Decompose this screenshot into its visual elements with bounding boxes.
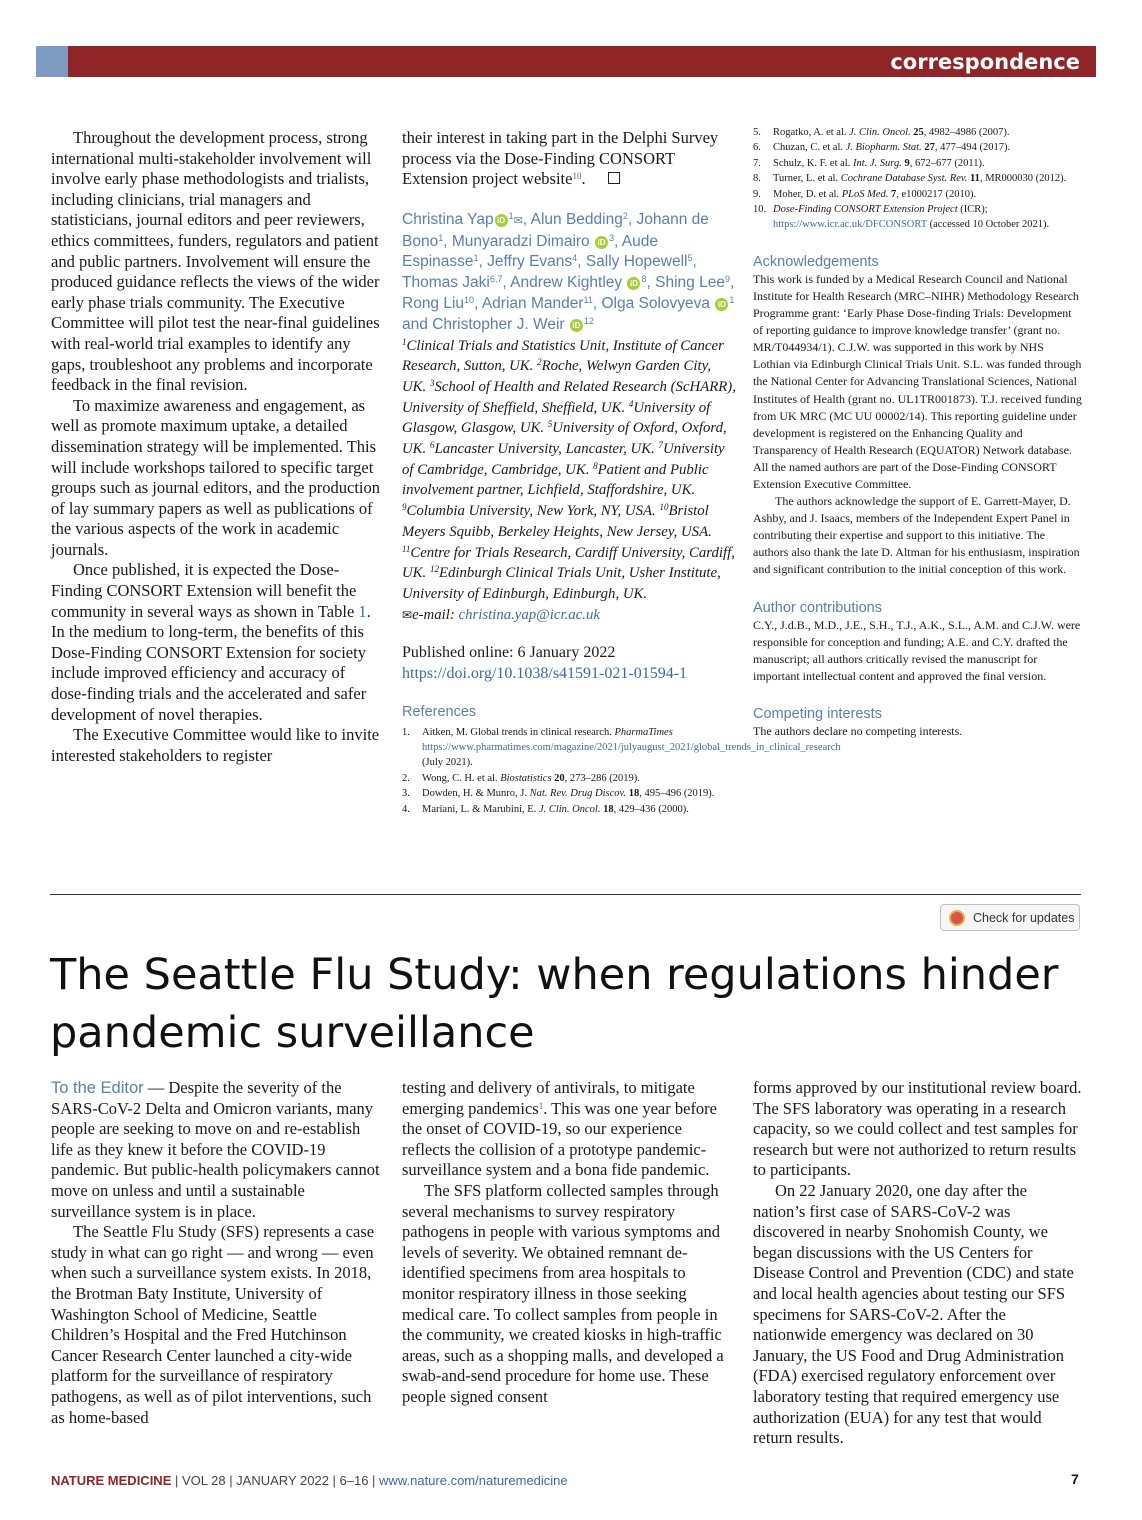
orcid-icon[interactable]: iD bbox=[495, 214, 508, 227]
column-3 bbox=[753, 125, 1083, 740]
affiliations: $^1$Clinical Trials and Statistics Unit, Institute of Cancer Research, Sutton, UK. $^2$Roche, Welwyn Garden City, UK. $^3$School of Health and Related Research (ScHARR), University of Sheffield, Sheffield, UK. $^4$University of Glasgow, Glasgow, UK. $^5$University of Oxford, Oxford, UK. $^6$Lancaster University, Lancaster, UK. $^7$University of Cambridge, Cambridge, UK. $^8$Patient and Public involvement partner, Lichfield, Staffordshire, UK. $^9$Columbia University, New York, NY, USA. $^{10}$Bristol Meyers Squibb, Berkeley Heights, New Jersey, USA. $^{11}$Centre for Trials Research, Cardiff University, Cardiff, UK. $^{12}$Edinburgh Clinical Trials Unit, Usher Institute, University of Edinburgh, Edinburgh, UK. ✉e-mail: christina.yap@icr.ac.uk bbox=[402, 336, 736, 623]
article-column-3 bbox=[753, 1078, 1083, 1449]
reference-item: 9. Moher, D. et al. PLoS Med. 7, e1000217 (2010). bbox=[753, 188, 977, 200]
reference-list bbox=[402, 725, 841, 817]
author-contributions-heading: Author contributions bbox=[753, 599, 882, 616]
author-list: Christina Yap iD $^1$✉, Alun Bedding$^2$, Johann de Bono$^1$, Munyaradzi Dimairo iD $^3$, Aude Espinasse$^1$, Jeffry Evans$^4$, Sally Hopewell$^5$, Thomas Jaki$^{6,7}$, Andrew Kightley iD $^8$, Shing Lee$^9$, Rong Liu$^{10}$, Adrian Mander$^{11}$, Olga Solovyeva iD $^1$ and Christopher J. Weir iD $^{12}$ bbox=[402, 210, 735, 333]
reference-item: 10. Dose-Finding CONSORT Extension Project (ICR); https://www.icr.ac.uk/DFCONSORT (accessed 10 October 2021). bbox=[753, 204, 1050, 231]
reference-item: 3. Dowden, H. & Munro, J. Nat. Rev. Drug Discov. 18, 495–496 (2019). bbox=[402, 788, 715, 800]
table-link[interactable]: 1 bbox=[358, 601, 367, 621]
email-link[interactable]: christina.yap@icr.ac.uk bbox=[458, 606, 600, 623]
reference-list bbox=[753, 125, 1083, 233]
reference-item: 7. Schulz, K. F. et al. Int. J. Surg. 9, 672–677 (2011). bbox=[753, 157, 985, 169]
paragraph: To maximize awareness and engagement, as well as promote maximum uptake, a detailed dissemination strategy will be implemented. This will include workshops tailored to specific target groups such as journal editors, and the production of lay summary papers as well as publications of the various aspects of the work in academic journals. bbox=[51, 395, 381, 559]
reference-item: 1. Aitken, M. Global trends in clinical research. PharmaTimes https://www.pharmatimes.com/magazine/2021/julyaugust_2021/global_trends_in_clinical_research (July 2021). bbox=[402, 726, 841, 769]
article-column-1 bbox=[51, 1078, 381, 1428]
paragraph: The Seattle Flu Study (SFS) represents a case study in what can go right — and wrong — even when such a surveillance system exists. In 2018, the Brotman Baty Institute, University of Washington School of Medicine, Seattle Children’s Hospital and the Fred Hutchinson Cancer Research Center launched a city-wide platform for the surveillance of respiratory pathogens, as well as of pilot interventions, such as home-based bbox=[51, 1222, 375, 1427]
orcid-icon[interactable]: iD bbox=[715, 298, 728, 311]
paragraph: their interest in taking part in the Delphi Survey process via the Dose-Finding CONSORT Extension project website$^{10}$. bbox=[402, 128, 719, 189]
paragraph: The SFS platform collected samples through several mechanisms to survey respiratory pathogens in people with various symptoms and levels of severity. We obtained remnant de-identified specimens from area hospitals to monitor respiratory illness in those seeking medical care. To collect samples from people in the community, we created kiosks in high-traffic areas, such as a shopping malls, and developed a swab-and-send procedure for home use. These people signed consent bbox=[402, 1180, 724, 1406]
paragraph: To the Editor — Despite the severity of the SARS-CoV-2 Delta and Omicron variants, many people are seeking to move on and re-establish life as they knew it before the COVID-19 pandemic. But public-health policymakers cannot move on unless and until a sustainable surveillance system is in place. bbox=[51, 1078, 380, 1221]
orcid-icon[interactable]: iD bbox=[627, 277, 640, 290]
author-contributions-text: C.Y., J.d.B., M.D., J.E., S.H., T.J., A.K., S.L., A.M. and C.J.W. were responsible for conception and funding; A.E. and C.Y. drafted the manuscript; all authors critically revised the manuscript for important intellectual content and approved the final version. bbox=[753, 617, 1081, 683]
paragraph: Throughout the development process, strong international multi-stakeholder involvement will involve early phase methodologists and trialists, including clinicians, trial managers and statisticians, journal editors and peer reviewers, ethics committees, funders, regulators and patient and public partners. Involvement will ensure the produced guidance reflects the views of the wider early phase trials community. The Executive Committee will pilot test the near-final guidelines with real-world trial examples to identify any gaps, troubleshoot any problems and incorporate feedback in the final revision. bbox=[51, 128, 380, 395]
reference-item: 2. Wong, C. H. et al. Biostatistics 20, 273–286 (2019). bbox=[402, 772, 640, 784]
to-the-editor: To the Editor bbox=[51, 1079, 144, 1097]
paragraph: On 22 January 2020, one day after the nation’s first case of SARS-CoV-2 was discovered in nearby Snohomish County, we began discussions with the US Centers for Disease Control and Prevention (CDC) and state and local health agencies about testing our SFS specimens for SARS-CoV-2. After the nationwide emergency was declared on 30 January, the US Food and Drug Administration (FDA) exercised regulatory enforcement over laboratory testing that required emergency use authorization (EUA) for any test that would return results. bbox=[753, 1180, 1074, 1448]
end-of-text-box-icon bbox=[608, 172, 620, 184]
paragraph: This work is funded by a Medical Research Council and National Institute for Health Research (MRC–NIHR) Methodology Research Programme grant: ‘Early Phase Dose-finding Trials: Development of reporting guidance to improve knowledge transfer’ (grant no. MR/T044934/1). C.J.W. was supported in this work by NHS Lothian via Edinburgh Clinical Trials Unit. S.L. was funded through the National Center for Advancing Translational Sciences, National Institutes of Health (grant no. UL1TR001873). T.J. received funding from UK MRC (MC UU 00002/14). This reporting guideline under development is registered on the Enhancing Quality and Transparency of Health Research (EQUATOR) Network database. All the named authors are part of the Dose-Finding CONSORT Extension Executive Committee. bbox=[753, 271, 1082, 491]
section-label: correspondence bbox=[890, 50, 1080, 74]
paragraph: Once published, it is expected the Dose-Finding CONSORT Extension will benefit the community in several ways as shown in Table 1. In the medium to long-term, the benefits of this Dose-Finding CONSORT Extension for society include improved efficiency and accuracy of dose-finding trials and the accelerated and safer development of novel therapies. bbox=[51, 560, 371, 724]
references-heading: References bbox=[402, 703, 477, 720]
check-updates-icon bbox=[949, 910, 965, 926]
column-1-text bbox=[51, 128, 381, 766]
section-divider bbox=[50, 894, 1081, 895]
email-icon: ✉ bbox=[513, 214, 523, 227]
orcid-icon[interactable]: iD bbox=[595, 236, 608, 249]
paragraph: The Executive Committee would like to invite interested stakeholders to register bbox=[51, 725, 380, 765]
reference-item: 5. Rogatko, A. et al. J. Clin. Oncol. 25, 4982–4986 (2007). bbox=[753, 127, 1010, 138]
paragraph: testing and delivery of antivirals, to mitigate emerging pandemics$^1$. This was one year before the onset of COVID-19, so our experience reflects the collision of a prototype pandemic-surveillance system and a bona fide pandemic. bbox=[402, 1078, 718, 1180]
page-number: 7 bbox=[1071, 1471, 1079, 1487]
acknowledgements-heading: Acknowledgements bbox=[753, 253, 879, 270]
header-color-block bbox=[36, 46, 68, 77]
reference-item: 6. Chuzan, C. et al. J. Biopharm. Stat. 27, 477–494 (2017). bbox=[753, 142, 1011, 154]
paragraph: forms approved by our institutional review board. The SFS laboratory was operating in a research capacity, so we could collect and test samples for research but were not authorized to return results to participants. bbox=[753, 1078, 1082, 1180]
doi-link[interactable]: https://doi.org/10.1038/s41591-021-01594-1 bbox=[402, 665, 688, 682]
competing-interests-text: The authors declare no competing interests. bbox=[753, 723, 963, 738]
competing-interests-heading: Competing interests bbox=[753, 705, 882, 722]
paragraph: The authors acknowledge the support of E. Garrett-Mayer, D. Ashby, and J. Isaacs, members of the Independent Expert Panel in contributing their expertise and support to this initiative. The authors also thank the late D. Altman for his enthusiasm, inspiration and significant contribution to the initial conception of this work. bbox=[753, 494, 1080, 577]
reference-item: 8. Turner, L. et al. Cochrane Database Syst. Rev. 11, MR000030 (2012). bbox=[753, 173, 1067, 185]
published-date: Published online: 6 January 2022 bbox=[402, 644, 616, 662]
reference-item: 4. Mariani, L. & Marubini, E. J. Clin. Oncol. 18, 429–436 (2000). bbox=[402, 803, 689, 815]
article-title: The Seattle Flu Study: when regulations hinder pandemic surveillance bbox=[50, 950, 1059, 1058]
acknowledgements-text bbox=[753, 271, 1083, 579]
email-icon: ✉ bbox=[402, 607, 413, 622]
check-for-updates-button[interactable]: Check for updates bbox=[940, 904, 1080, 931]
page-footer: NATURE MEDICINE | VOL 28 | JANUARY 2022 | 6–16 | www.nature.com/naturemedicine bbox=[51, 1473, 568, 1488]
orcid-icon[interactable]: iD bbox=[570, 319, 583, 332]
journal-name: NATURE MEDICINE bbox=[51, 1473, 172, 1488]
journal-url[interactable]: www.nature.com/naturemedicine bbox=[379, 1473, 568, 1488]
article-column-2 bbox=[402, 1078, 732, 1408]
